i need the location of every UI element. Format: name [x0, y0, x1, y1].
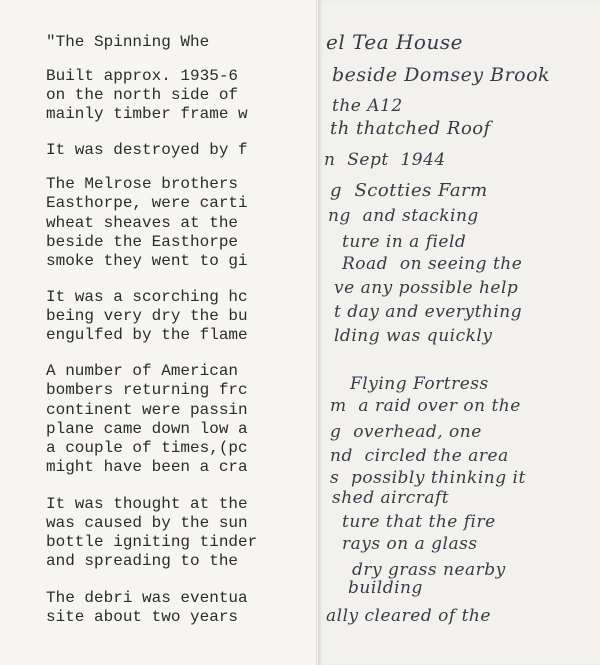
typed-line: bottle igniting tinder	[46, 533, 258, 551]
typed-line: Built approx. 1935-6	[46, 67, 239, 85]
typed-line: was caused by the sun	[46, 514, 248, 532]
typed-line: The Melrose brothers	[46, 175, 239, 193]
handwritten-line: dry grass nearby	[352, 560, 506, 580]
typed-line: It was a scorching hc	[46, 288, 248, 306]
handwritten-line: beside Domsey Brook	[332, 64, 551, 86]
handwritten-line: g Scotties Farm	[330, 180, 488, 201]
handwritten-line: ally cleared of the	[326, 606, 491, 626]
typed-line: might have been a cra	[46, 458, 248, 476]
handwritten-line: n Sept 1944	[324, 150, 446, 170]
document-title: "The Spinning Whe	[46, 33, 210, 51]
handwritten-line: ture that the fire	[342, 512, 496, 532]
typed-line: engulfed by the flame	[46, 326, 248, 344]
handwritten-line: rays on a glass	[342, 534, 478, 554]
typed-line: beside the Easthorpe	[46, 233, 239, 251]
typed-line: plane came down low a	[46, 420, 248, 438]
typed-line: Easthorpe, were carti	[46, 194, 248, 212]
typed-line: mainly timber frame w	[46, 105, 248, 123]
handwritten-line: lding was quickly	[334, 326, 493, 346]
typed-line: a couple of times,(pc	[46, 439, 248, 457]
handwritten-line: ture in a field	[342, 232, 467, 252]
typed-line: smoke they went to gi	[46, 252, 248, 270]
typed-line: being very dry the bu	[46, 307, 248, 325]
typed-line: wheat sheaves at the	[46, 214, 239, 232]
handwritten-line: g overhead, one	[330, 422, 482, 442]
handwritten-line: ng and stacking	[328, 206, 479, 226]
handwritten-line: Flying Fortress	[350, 374, 489, 394]
typed-line: It was thought at the	[46, 495, 248, 513]
handwritten-line: th thatched Roof	[330, 118, 491, 139]
handwritten-line: el Tea House	[326, 30, 463, 54]
handwritten-line: s possibly thinking it	[330, 468, 526, 488]
typed-line: site about two years	[46, 608, 239, 626]
handwritten-line: Road on seeing the	[342, 254, 523, 274]
handwritten-line: the A12	[332, 96, 403, 116]
typed-line: The debri was eventua	[46, 589, 248, 607]
handwritten-line: t day and everything	[334, 302, 523, 322]
typed-line: continent were passin	[46, 401, 248, 419]
typed-line: It was destroyed by f	[46, 141, 248, 159]
handwritten-line: building	[348, 578, 423, 598]
typed-line: bombers returning frc	[46, 381, 248, 399]
handwritten-line: m a raid over on the	[330, 396, 521, 416]
typed-line: A number of American	[46, 362, 239, 380]
handwritten-line: ve any possible help	[334, 278, 519, 298]
typed-line: and spreading to the	[46, 552, 239, 570]
handwritten-page	[318, 0, 600, 665]
handwritten-line: shed aircraft	[332, 488, 450, 508]
typed-line: on the north side of	[46, 86, 239, 104]
handwritten-line: nd circled the area	[330, 446, 509, 466]
